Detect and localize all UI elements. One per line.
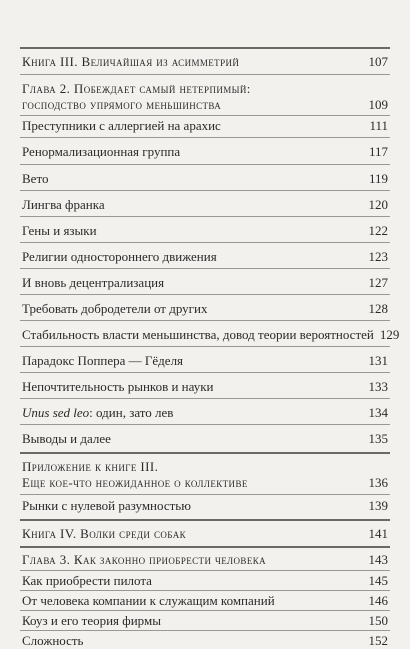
toc-item — [22, 379, 388, 395]
rule — [20, 452, 390, 454]
book-3-entry — [22, 54, 388, 70]
book-3-title: Книга III. Величайшая из асимметрий — [22, 54, 240, 69]
toc-item — [22, 301, 388, 317]
toc-item — [22, 405, 388, 421]
toc-item-label: Требовать добродетели от других — [22, 301, 208, 316]
top-rule — [20, 47, 390, 49]
toc-item — [22, 275, 388, 291]
chapter-3-entry — [22, 552, 388, 568]
toc-item-page: 146 — [368, 593, 388, 608]
toc-item-label — [22, 405, 173, 421]
appendix-title-line1: Приложение к книге III. — [22, 459, 159, 474]
toc-item — [22, 633, 388, 649]
toc-item-page: 150 — [368, 613, 388, 628]
toc-item-page: 129 — [379, 327, 400, 342]
toc-item — [22, 498, 388, 514]
toc-item-page: 122 — [368, 223, 388, 238]
toc-item — [22, 573, 388, 589]
toc-item-label: Непочтительность рынков и науки — [22, 379, 214, 394]
toc-item-page: 152 — [368, 633, 388, 648]
toc-item-label: Парадокс Поппера — Гёделя — [22, 353, 184, 368]
toc-item-label: Как приобрести пилота — [22, 573, 152, 588]
toc-item-page: 120 — [368, 197, 388, 212]
toc-item — [22, 144, 388, 160]
toc-item-page: 135 — [368, 431, 388, 446]
toc-item-label-rest: : один, зато лев — [89, 405, 174, 420]
book-3-page: 107 — [368, 54, 388, 69]
rule — [20, 398, 390, 399]
toc-item-label: Стабильность власти меньшинства, довод теории вероятностей — [22, 327, 374, 342]
book-4-entry — [22, 526, 388, 542]
toc-item-page: 127 — [368, 275, 388, 290]
rule — [20, 630, 390, 631]
chapter-2-heading — [22, 81, 388, 113]
toc-item-label: Религии одностороннего движения — [22, 249, 217, 264]
toc-item-page: 145 — [368, 573, 388, 588]
toc-item-label-italic: Unus sed leo — [22, 405, 90, 420]
toc-item — [22, 249, 388, 265]
toc-item-label: Лингва франка — [22, 197, 105, 212]
toc-item-page: 123 — [368, 249, 388, 264]
toc-item-label: Коуз и его теория фирмы — [22, 613, 161, 628]
rule — [20, 424, 390, 425]
toc-item-page: 111 — [369, 118, 388, 133]
toc-item-page: 134 — [368, 405, 388, 420]
toc-item-label: Ренормализационная группа — [22, 144, 181, 159]
rule — [20, 320, 390, 321]
rule — [20, 164, 390, 165]
toc-item — [22, 431, 388, 447]
toc-item-label: Сложность — [22, 633, 84, 648]
appendix-title-line2: Еще кое-что неожиданное о коллективе — [22, 475, 248, 490]
toc-item — [22, 593, 388, 609]
toc-item-label: Вето — [22, 171, 49, 186]
toc-item-label: Гены и языки — [22, 223, 97, 238]
rule — [20, 115, 390, 116]
toc-item-page: 119 — [368, 171, 388, 186]
chapter-2-title-line2: господство упрямого меньшинства — [22, 97, 222, 112]
toc-item — [22, 118, 388, 134]
toc-item-page: 131 — [368, 353, 388, 368]
rule — [20, 294, 390, 295]
toc-item-label: От человека компании к служащим компаний — [22, 593, 275, 608]
chapter-2-title-line1: Глава 2. Побеждает самый нетерпимый: — [22, 81, 251, 96]
toc-item-page: 128 — [368, 301, 388, 316]
rule — [20, 346, 390, 347]
toc-item-label: Преступники с аллергией на арахис — [22, 118, 221, 133]
book-4-page: 141 — [368, 526, 388, 541]
rule — [20, 216, 390, 217]
toc-item — [22, 613, 388, 629]
chapter-3-page: 143 — [368, 552, 388, 567]
toc-item — [22, 353, 388, 369]
toc-item — [22, 171, 388, 187]
rule — [20, 590, 390, 591]
rule — [20, 242, 390, 243]
rule — [20, 268, 390, 269]
rule — [20, 372, 390, 373]
toc-item-page: 139 — [368, 498, 388, 513]
rule — [20, 570, 390, 571]
rule — [20, 610, 390, 611]
chapter-3-title: Глава 3. Как законно приобрести человека — [22, 552, 267, 567]
book-4-title: Книга IV. Волки среди собак — [22, 526, 187, 541]
toc-item-page: 117 — [368, 144, 388, 159]
chapter-2-page: 109 — [368, 97, 388, 112]
rule — [20, 494, 390, 495]
appendix-page: 136 — [368, 475, 388, 490]
rule — [20, 137, 390, 138]
rule — [20, 546, 390, 548]
appendix-heading — [22, 459, 388, 491]
rule — [20, 190, 390, 191]
toc-item — [22, 327, 400, 343]
toc-item-label: Выводы и далее — [22, 431, 111, 446]
toc-item — [22, 223, 388, 239]
toc-item-page: 133 — [368, 379, 388, 394]
toc-item-label: Рынки с нулевой разумностью — [22, 498, 191, 513]
rule — [20, 519, 390, 521]
toc-item — [22, 197, 388, 213]
toc-item-label: И вновь децентрализация — [22, 275, 165, 290]
rule — [20, 74, 390, 75]
